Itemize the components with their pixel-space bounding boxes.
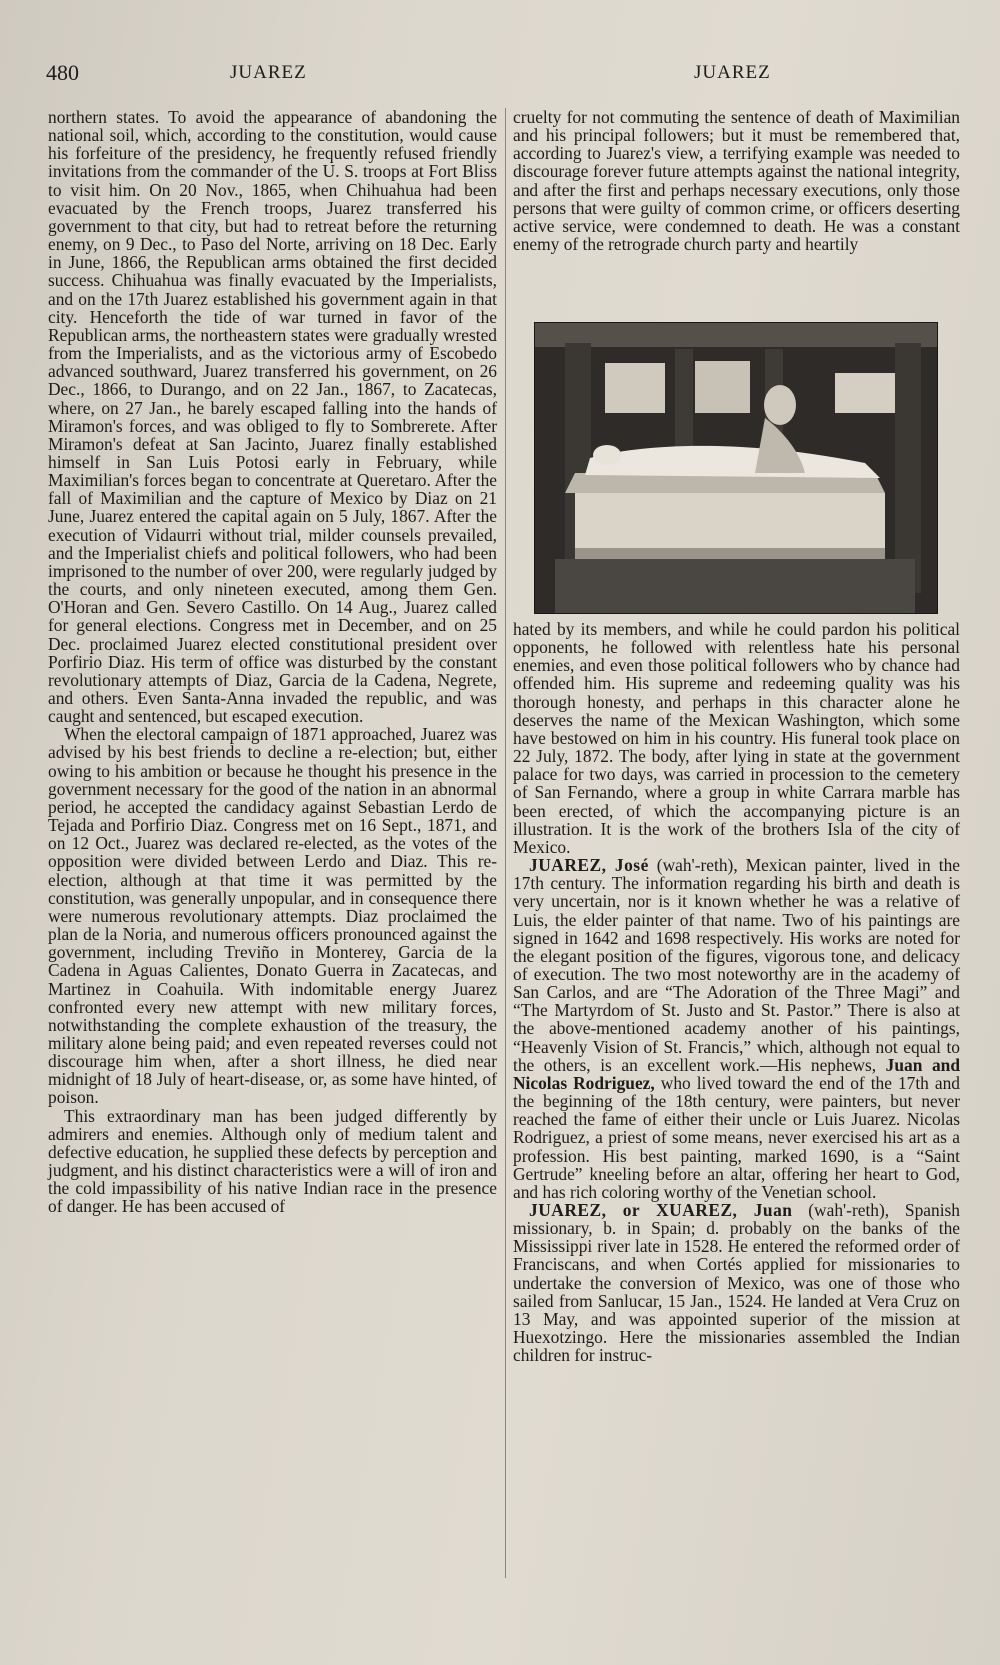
entry-text: who lived toward the end of the 17th and the beginning of the 18th century, were painters, but never reached the fame of either their uncle or Luis Juarez. Nicolas Rodriguez, a priest of some means, never exercised his art as a profession. His best painting, marked 1690, is a “Saint Gertrude” kneeling before an altar, offering her heart to God, and has rich coloring worthy of the Venetian school. <box>513 1072 960 1202</box>
paragraph: hated by its members, and while he could pardon his political opponents, he followed with relentless hate his personal enemies, and even those political followers who by chance had offended him. His supreme and redeeming quality was his thorough honesty, and perhaps in this character alone he deserves the name of the Mexican Washington, which some have bestowed on him in his country. His funeral took place on 22 July, 1872. The body, after lying in state at the government palace for two days, was carried in procession to the cemetery of San Fernando, where a group in white Carrara marble has been erected, of which the accompanying picture is an illustration. It is the work of the brothers Isla of the city of Mexico. <box>513 619 960 857</box>
paragraph: cruelty for not commuting the sentence of death of Maximilian and his principal followers; but it must be remembered that, according to Juarez's view, a terrifying example was needed to discourage forever future attempts against the national integrity, and after the first and perhaps necessary executions, only those persons that were guilty of common crime, or officers deserting active service, were condemned to death. He was a constant enemy of the retrograde church party and heartily <box>513 107 960 255</box>
paragraph: When the electoral campaign of 1871 approached, Juarez was advised by his best friends to decline a re-election; but, either owing to his ambition or because he thought his presence in the government necessary for the good of the nation in an abnormal period, he accepted the candidacy against Sebastian Lerdo de Tejada and Porfirio Diaz. Congress met on 16 Sept., 1871, and on 12 Oct., Juarez was declared re-elected, as the votes of the opposition were divided between Lerdo and Diaz. This re-election, although at that time it was permitted by the constitution, was generally unpopular, and in consequence there were numerous revolutionary attempts. Diaz proclaimed the plan de la Noria, and numerous officers pronounced against the government, including Treviño in Monterey, Garcia de la Cadena in Aguas Calientes, Donato Guerra in Zacatecas, and Martinez in Coahuila. With indomitable energy Juarez confronted every new attempt with new military forces, notwithstanding the complete exhaustion of the treasury, the military alone being paid; and even repeated reverses could not discourage him when, after a short illness, he died near midnight of 18 July of heart-disease, or, as some have hinted, of poison. <box>48 724 497 1108</box>
entry-text: (wah'-reth), Spanish missionary, b. in Spain; d. probably on the banks of the Mississippi river late in 1528. He entered the reformed order of Franciscans, and when Cortés applied for missionaries to undertake the conversion of Mexico, was one of those who sailed from Sanlucar, 15 Jan., 1524. He landed at Vera Cruz on 13 May, and was appointed superior of the mission at Huexotzingo. Here the missionaries assembled the Indian children for instruc- <box>513 1200 961 1366</box>
entry-juan-juarez <box>513 1201 960 1364</box>
paragraph: northern states. To avoid the appearance of abandoning the national soil, which, according to the constitution, would cause his forfeiture of the presidency, he frequently refused friendly invitations from the commander of the U. S. troops at Fort Bliss to visit him. On 20 Nov., 1865, when Chihuahua had been evacuated by the French troops, Juarez transferred his government to that city, but had to retreat before the returning enemy, on 9 Dec., to Paso del Norte, arriving on 18 Dec. Early in June, 1866, the Republican arms obtained the first decided success. Chihuahua was finally evacuated by the Imperialists, and on the 17th Juarez established his government again in that city. Henceforth the tide of war turned in favor of the Republican arms, the northeastern states were gradually wrested from the Imperialists, and as the victorious army of Escobedo advanced southward, Juarez transferred his government, on 26 Dec., 1866, to Durango, and on 22 Jan., 1867, to Zacatecas, where, on 27 Jan., he barely escaped falling into the hands of Miramon's forces, and was obliged to fly to Sombrerete. After Miramon's defeat at San Jacinto, Juarez finally established himself in San Luis Potosi early in February, while Maximilian's forces began to concentrate at Queretaro. After the fall of Maximilian and the capture of Mexico by Diaz on 21 June, Juarez entered the capital again on 5 July, 1867. After the execution of Vidaurri without trial, milder counsels prevailed, and the Imperialist chiefs and political followers, who had been imprisoned to the number of over 200, were regularly judged by the courts, and only nineteen executed, among them Gen. O'Horan and Gen. Severo Castillo. On 14 Aug., Juarez called for general elections. Congress met in December, and on 25 Dec. proclaimed Juarez elected constitutional president over Porfirio Diaz. His term of office was disturbed by the constant revolutionary attempts of Diaz, Garcia de la Cadena, Negrete, and others. Even Santa-Anna invaded the republic, and was caught and sentenced, but escaped execution. <box>48 107 497 727</box>
entry-jose-juarez <box>513 856 960 1201</box>
tomb-illustration <box>534 322 938 614</box>
running-head-right: JUAREZ <box>694 62 771 83</box>
running-head-left: JUAREZ <box>230 62 307 83</box>
column-divider <box>505 108 506 1578</box>
entry-text: (wah'-reth), Mexican painter, lived in the 17th century. The information regarding his birth and death is very uncertain, nor is it known whether he was a relative of Luis, the elder painter of that name. Two of his paintings are signed in 1642 and 1698 respectively. His works are noted for the elegant position of the figures, vigorous tone, and delicacy of execution. The two most noteworthy are in the academy of San Carlos, and are “The Adoration of the Three Magi” and “The Martyrdom of St. Justo and St. Pastor.” There is also at the above-mentioned academy another of his paintings, “Heavenly Vision of St. Francis,” which, although not equal to the others, is an excellent work.—His nephews, <box>513 855 960 1075</box>
bold-names: Juan and Nicolas Rodriguez, <box>513 1054 960 1093</box>
headword: JUAREZ, José <box>529 855 649 876</box>
left-column <box>48 108 497 1216</box>
right-column-top <box>513 108 960 253</box>
paragraph: This extraordinary man has been judged differently by admirers and enemies. Although only of medium talent and defective education, he supplied these defects by perception and judgment, and his distinct characteristics were a will of iron and the cold impassibility of his native Indian race in the presence of danger. He has been accused of <box>48 1105 497 1217</box>
right-column-bottom <box>513 620 960 1364</box>
page-number: 480 <box>46 60 79 85</box>
headword: JUAREZ, or XUAREZ, Juan <box>529 1200 793 1220</box>
tomb-engraving <box>535 323 937 613</box>
